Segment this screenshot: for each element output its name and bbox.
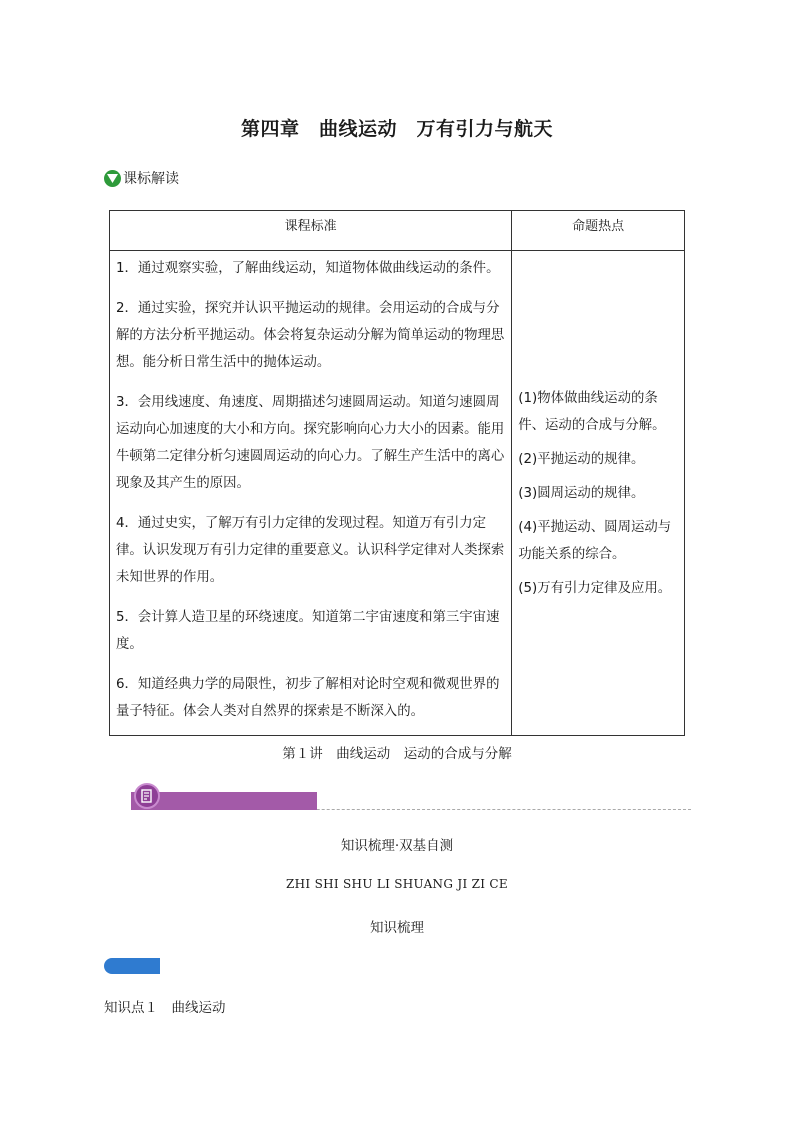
- hotspot-item: (1)物体做曲线运动的条件、运动的合成与分解。: [518, 390, 666, 433]
- lesson-title: 第１讲 曲线运动 运动的合成与分解: [282, 746, 512, 762]
- knowledge-tag: [104, 958, 160, 974]
- hotspot-item: (4)平抛运动、圆周运动与功能关系的综合。: [518, 519, 672, 562]
- chapter-title: 第四章 曲线运动 万有引力与航天: [240, 118, 553, 140]
- standard-item: 6．知道经典力学的局限性，初步了解相对论时空观和微观世界的量子特征。体会人类对自然界的探索是不断深入的。: [116, 677, 500, 719]
- knowledge-pinyin: ZHI SHI SHU LI SHUANG JI ZI CE: [286, 877, 508, 891]
- knowledge-point-title: 知识点１ 曲线运动: [104, 1000, 226, 1016]
- standard-item: 5．会计算人造卫星的环绕速度。知道第二宇宙速度和第三宇宙速度。: [116, 610, 500, 652]
- hotspot-item: (3)圆周运动的规律。: [518, 485, 645, 501]
- header-hotspots: 命题热点: [512, 211, 685, 251]
- standard-item: 2．通过实验，探究并认识平抛运动的规律。会用运动的合成与分解的方法分析平抛运动。体会将复杂运动分解为简单运动的物理思想。能分析日常生活中的抛体运动。: [116, 301, 505, 370]
- triangle-down-icon: [104, 170, 121, 187]
- hotspot-item: (5)万有引力定律及应用。: [518, 580, 672, 596]
- standard-item: 3．会用线速度、角速度、周期描述匀速圆周运动。知道匀速圆周运动向心加速度的大小和方向。探究影响向心力大小的因素。能用牛顿第二定律分析匀速圆周运动的向心力。了解生产生活中的离心现象及其产生的原因。: [116, 395, 505, 491]
- knowledge-heading: 知识梳理·双基自测: [340, 838, 454, 854]
- section-label-text: 课标解读: [123, 171, 179, 187]
- standards-cell: [110, 251, 512, 736]
- header-standards: 课程标准: [110, 211, 512, 251]
- standard-item: 4．通过史实，了解万有引力定律的发现过程。知道万有引力定律。认识发现万有引力定律的重要意义。认识科学定律对人类探索未知世界的作用。: [116, 516, 505, 585]
- hotspot-item: (2)平抛运动的规律。: [518, 451, 645, 467]
- hotspots-cell: [512, 251, 685, 736]
- standard-item: 1．通过观察实验，了解曲线运动，知道物体做曲线运动的条件。: [116, 261, 500, 276]
- section-label: [104, 168, 179, 188]
- curriculum-table: [109, 210, 685, 736]
- notebook-icon: [134, 783, 160, 809]
- knowledge-subheading: 知识梳理: [370, 920, 424, 936]
